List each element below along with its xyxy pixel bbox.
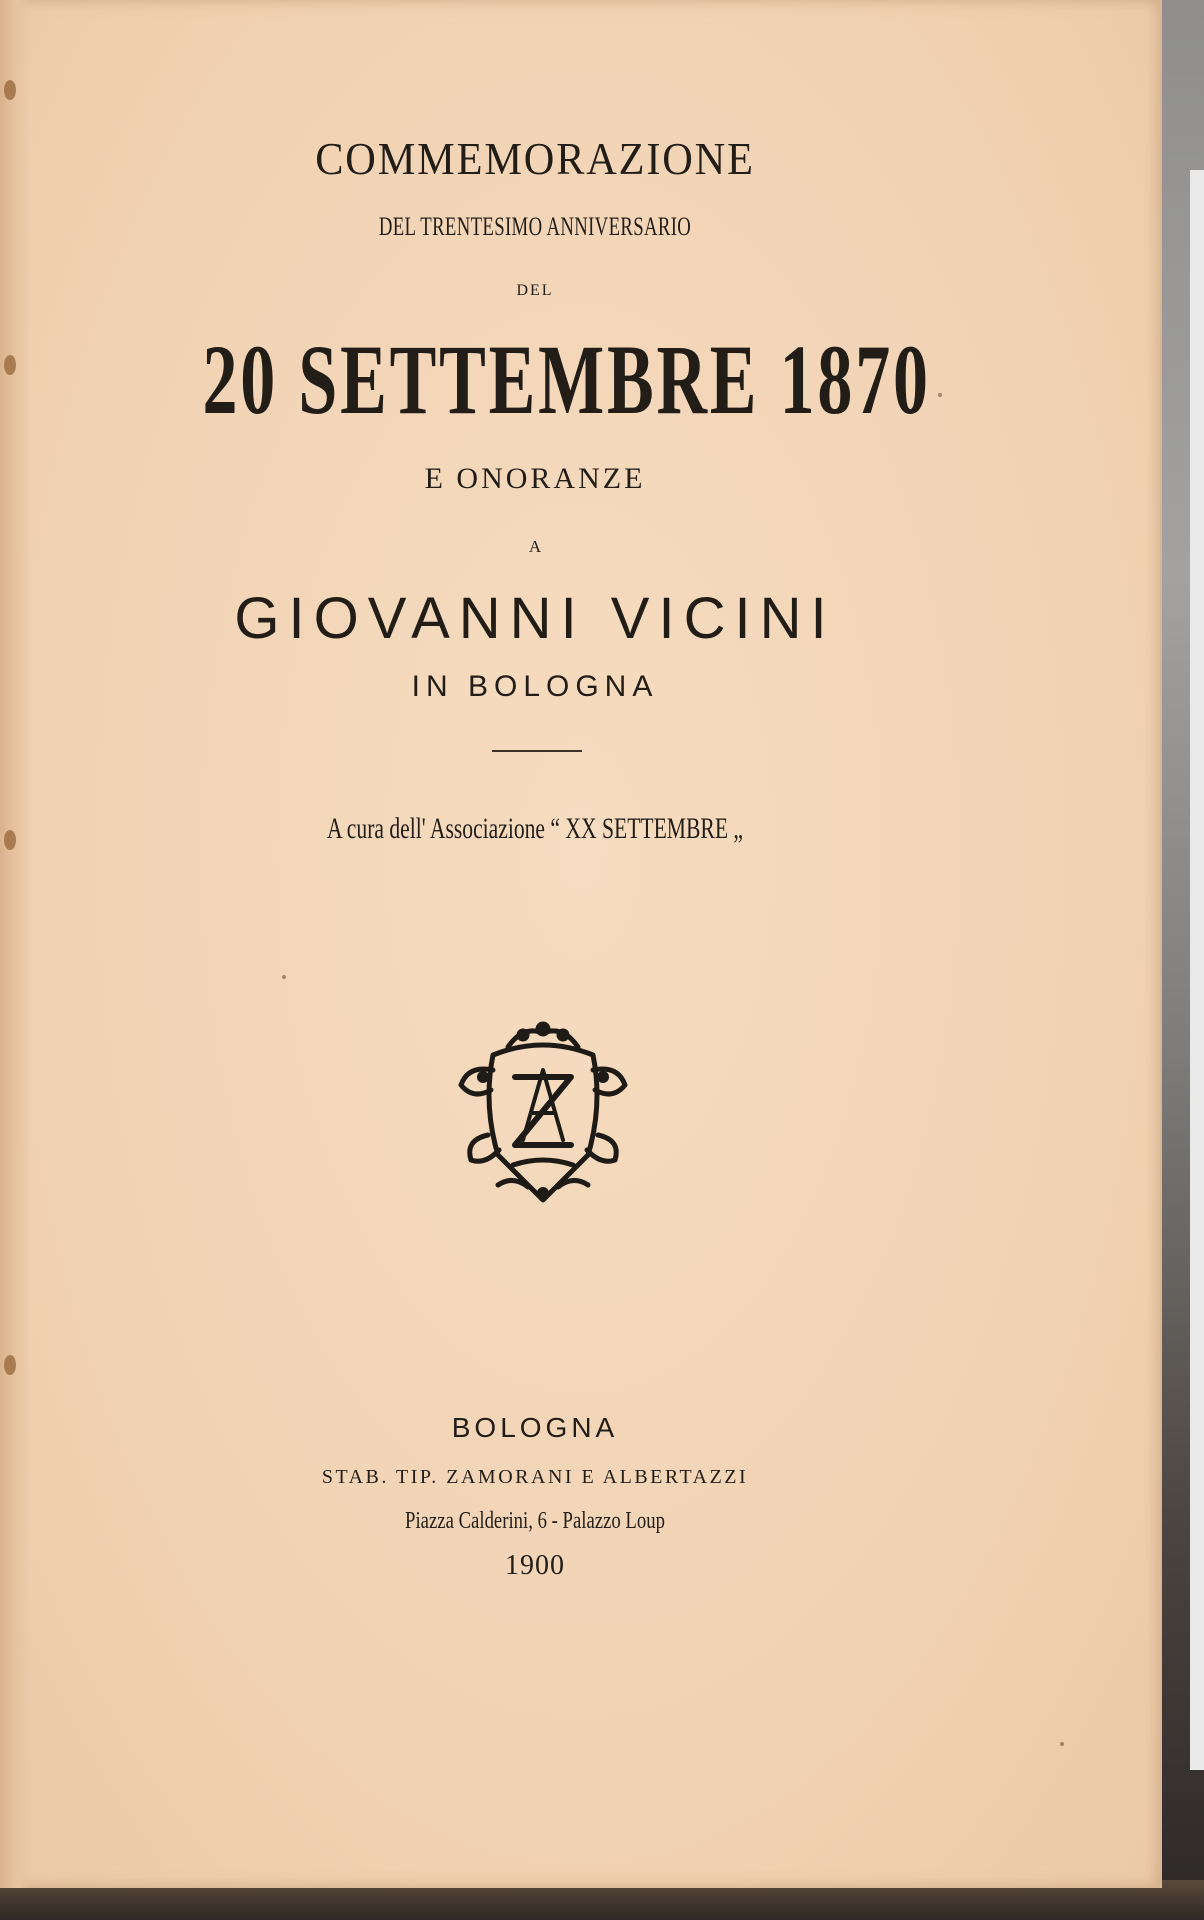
paper-speck (1060, 1742, 1064, 1746)
imprint-printer: STAB. TIP. ZAMORANI E ALBERTAZZI (321, 1466, 749, 1488)
imprint-city: BOLOGNA (451, 1412, 619, 1443)
connector-del: DEL (516, 282, 554, 299)
binding-hole (4, 80, 16, 100)
divider-rule (492, 750, 582, 752)
subheading-anniversary: DEL TRENTESIMO ANNIVERSARIO (378, 212, 692, 241)
binding-hole (4, 355, 16, 375)
imprint-address: Piazza Calderini, 6 - Palazzo Loup (405, 1508, 665, 1534)
paper-speck (282, 975, 286, 979)
connector-a: A (528, 537, 542, 556)
spine-edge (0, 0, 30, 1888)
printer-device-emblem-icon (453, 1015, 633, 1210)
paper-speck (938, 393, 942, 397)
heading-commemorazione: COMMEMORAZIONE (315, 133, 755, 184)
place-line: IN BOLOGNA (411, 670, 659, 703)
imprint-year: 1900 (505, 1550, 565, 1581)
binding-hole (4, 830, 16, 850)
binding-hole (4, 1355, 16, 1375)
honoree-name: GIOVANNI VICINI (234, 586, 836, 651)
editor-credit: A cura dell' Associazione “ XX SETTEMBRE „ (326, 812, 744, 845)
subheading-onoranze: E ONORANZE (424, 462, 646, 495)
background-paper-strip (1190, 170, 1204, 1770)
main-date-title: 20 SETTEMBRE 1870 (202, 324, 931, 435)
